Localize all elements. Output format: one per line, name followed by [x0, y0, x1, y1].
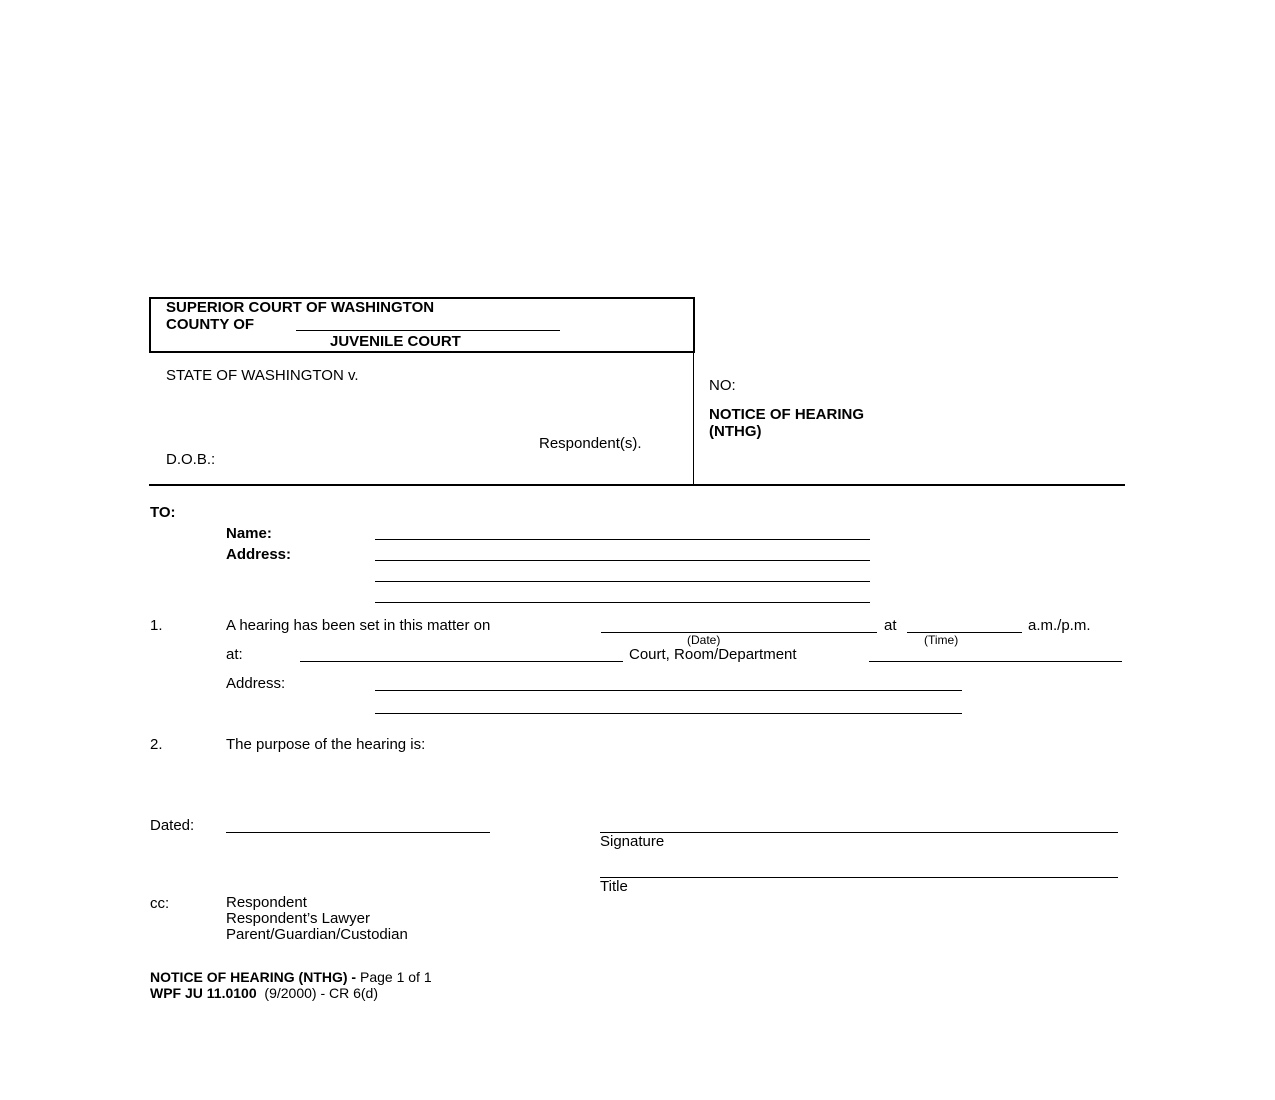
- signature-label: Signature: [600, 833, 665, 850]
- document-title: NOTICE OF HEARING: [709, 406, 865, 423]
- cc-list: [226, 895, 408, 943]
- item-1-number: 1.: [150, 617, 163, 634]
- at-word: at: [884, 617, 897, 634]
- am-pm-label: a.m./p.m.: [1028, 617, 1091, 634]
- cc-item-parent: Parent/Guardian/Custodian: [226, 926, 408, 943]
- to-label: TO:: [150, 504, 176, 521]
- footer-form-title: [150, 969, 432, 985]
- room-department-field[interactable]: [869, 661, 1122, 662]
- to-address-field-3[interactable]: [375, 602, 870, 603]
- item-2-text: The purpose of the hearing is:: [226, 736, 426, 753]
- date-caption: (Date): [687, 633, 721, 647]
- dated-label: Dated:: [150, 817, 195, 834]
- to-name-label: Name:: [226, 525, 272, 542]
- respondent-label: Respondent(s).: [539, 435, 642, 452]
- caption-bottom-rule: [149, 484, 1125, 486]
- footer-page-info: Page 1 of 1: [356, 969, 432, 985]
- dob-label: D.O.B.:: [166, 451, 216, 468]
- hearing-address-field-2[interactable]: [375, 713, 962, 714]
- to-address-field-2[interactable]: [375, 581, 870, 582]
- title-label: Title: [600, 878, 628, 895]
- state-of-washington-line: STATE OF WASHINGTON v.: [166, 367, 359, 384]
- to-address-field-1[interactable]: [375, 560, 870, 561]
- cc-item-lawyer: Respondent’s Lawyer: [226, 910, 370, 927]
- footer-number-bold: WPF JU 11.0100: [150, 985, 257, 1001]
- cc-label: cc:: [150, 895, 170, 912]
- court-name: SUPERIOR COURT OF WASHINGTON: [166, 299, 435, 316]
- hearing-address-label: Address:: [226, 675, 286, 692]
- court-location-field[interactable]: [300, 661, 623, 662]
- caption-divider: [693, 297, 694, 485]
- cc-item-respondent: Respondent: [226, 894, 307, 911]
- hearing-date-field[interactable]: [601, 632, 877, 633]
- county-label: COUNTY OF: [166, 316, 255, 333]
- to-address-label: Address:: [226, 546, 292, 563]
- time-caption: (Time): [924, 633, 959, 647]
- item-1-text: A hearing has been set in this matter on: [226, 617, 491, 634]
- item-2-number: 2.: [150, 736, 163, 753]
- hearing-address-field-1[interactable]: [375, 690, 962, 691]
- juvenile-court-label: JUVENILE COURT: [330, 333, 461, 350]
- dated-field[interactable]: [226, 832, 490, 833]
- county-field[interactable]: [296, 330, 560, 331]
- footer-revision: (9/2000) - CR 6(d): [256, 985, 378, 1001]
- to-name-field[interactable]: [375, 539, 870, 540]
- court-room-label: Court, Room/Department: [629, 646, 797, 663]
- location-at-label: at:: [226, 646, 243, 663]
- signature-field[interactable]: [600, 832, 1118, 833]
- document-code: (NTHG): [709, 423, 762, 440]
- footer-form-number: [150, 985, 378, 1001]
- case-number-label: NO:: [709, 377, 736, 394]
- title-field[interactable]: [600, 877, 1118, 878]
- footer-title-bold: NOTICE OF HEARING (NTHG) -: [150, 969, 357, 985]
